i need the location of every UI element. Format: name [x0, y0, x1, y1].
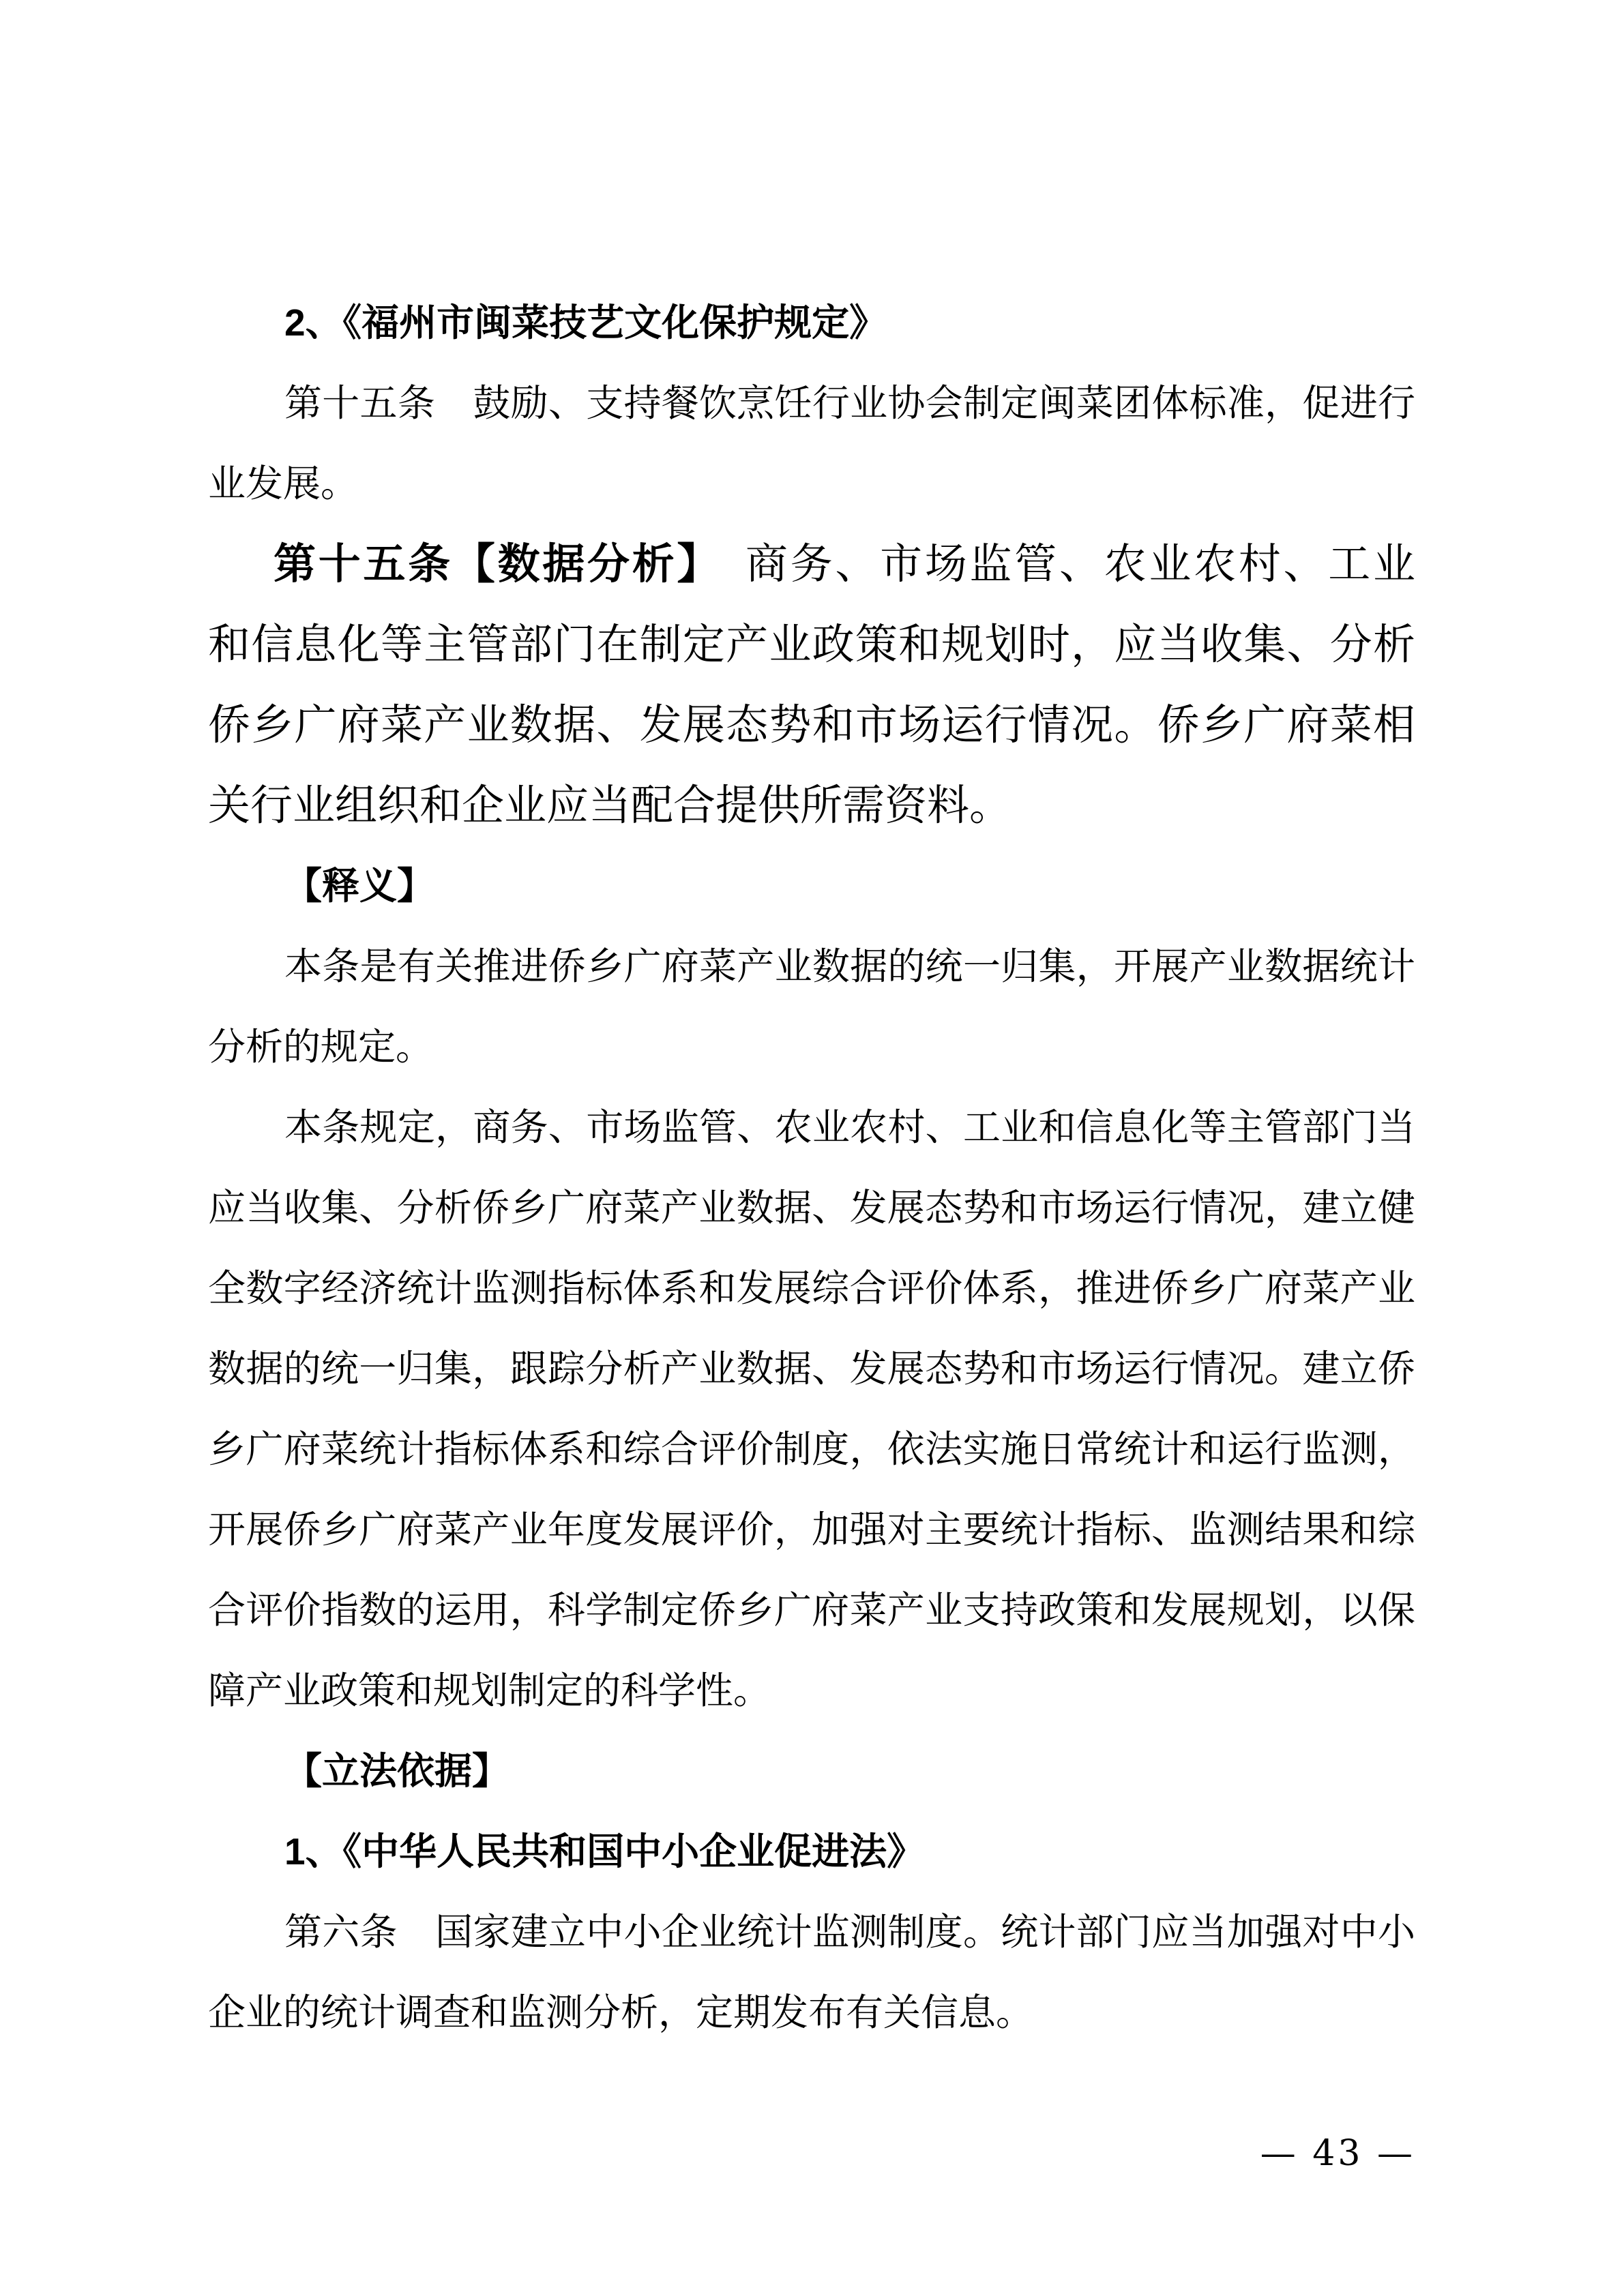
heading-fuzhou-regulation — [208, 282, 1415, 363]
clause-6-sme-line-2 — [208, 1972, 1415, 2053]
clause-15-fuzhou-line-1 — [208, 363, 1415, 443]
text-run: 第六条 国家建立中小企业统计监测制度。统计部门应当加强对中小 — [284, 1910, 1415, 1954]
bold-text-run: 2、《福州市闽菜技艺文化保护规定》 — [284, 301, 887, 344]
text-run: 企业的统计调查和监测分析，定期发布有关信息。 — [208, 1991, 1034, 2034]
text-run: 数据的统一归集，跟踪分析产业数据、发展态势和市场运行情况。建立侨 — [208, 1347, 1415, 1390]
text-run: 开展侨乡广府菜产业年度发展评价，加强对主要统计指标、监测结果和综 — [208, 1508, 1415, 1551]
interpretation-body-line-6 — [208, 1489, 1415, 1570]
text-run: 全数字经济统计监测指标体系和发展综合评价体系，推进侨乡广府菜产业 — [208, 1266, 1415, 1310]
text-run: 商务、市场监管、农业农村、工业 — [700, 539, 1415, 588]
bold-text-run: 【释义】 — [284, 865, 435, 907]
heading-interpretation — [208, 846, 1415, 926]
interpretation-body-line-4 — [208, 1328, 1415, 1409]
interpretation-body-line-1 — [208, 1087, 1415, 1167]
text-run: 分析的规定。 — [208, 1025, 434, 1069]
interpretation-intro-line-2 — [208, 1007, 1415, 1087]
heading-legislative-basis — [208, 1731, 1415, 1811]
text-run: 本条是有关推进侨乡广府菜产业数据的统一归集，开展产业数据统计 — [284, 944, 1415, 988]
clause-15-fuzhou-line-2 — [208, 443, 1415, 524]
text-run: 关行业组织和企业应当配合提供所需资料。 — [208, 780, 1012, 830]
interpretation-body-line-8 — [208, 1650, 1415, 1731]
bold-text-run: 【立法依据】 — [284, 1750, 510, 1792]
interpretation-body-line-3 — [208, 1248, 1415, 1328]
article-15-data-analysis-line-2 — [208, 604, 1415, 685]
page-number: — 43 — — [1260, 2133, 1415, 2174]
text-run: 第十五条 鼓励、支持餐饮烹饪行业协会制定闽菜团体标准，促进行 — [284, 381, 1415, 425]
text-run: 侨乡广府菜产业数据、发展态势和市场运行情况。侨乡广府菜相 — [208, 700, 1415, 749]
clause-6-sme-line-1 — [208, 1892, 1415, 1972]
bold-text-run: 1、《中华人民共和国中小企业促进法》 — [284, 1830, 925, 1873]
heading-sme-promotion-law — [208, 1811, 1415, 1892]
interpretation-body-line-2 — [208, 1167, 1415, 1248]
text-run: 合评价指数的运用，科学制定侨乡广府菜产业支持政策和发展规划，以保 — [208, 1588, 1415, 1632]
interpretation-body-line-7 — [208, 1570, 1415, 1650]
text-run: 乡广府菜统计指标体系和综合评价制度，依法实施日常统计和运行监测， — [208, 1427, 1415, 1471]
article-15-data-analysis-line-1 — [208, 524, 1415, 604]
document-body — [208, 282, 1415, 2053]
text-run: 和信息化等主管部门在制定产业政策和规划时，应当收集、分析 — [208, 619, 1415, 669]
interpretation-body-line-5 — [208, 1409, 1415, 1489]
text-run: 业发展。 — [208, 462, 359, 505]
article-15-data-analysis-line-3 — [208, 685, 1415, 765]
text-run: 本条规定，商务、市场监管、农业农村、工业和信息化等主管部门当 — [284, 1105, 1415, 1149]
text-run: 障产业政策和规划制定的科学性。 — [208, 1669, 771, 1712]
text-run: 应当收集、分析侨乡广府菜产业数据、发展态势和市场运行情况，建立健 — [208, 1186, 1415, 1229]
bold-text-run: 第十五条【数据分析】 — [274, 541, 701, 588]
article-15-data-analysis-line-4 — [208, 765, 1415, 846]
interpretation-intro-line-1 — [208, 926, 1415, 1007]
